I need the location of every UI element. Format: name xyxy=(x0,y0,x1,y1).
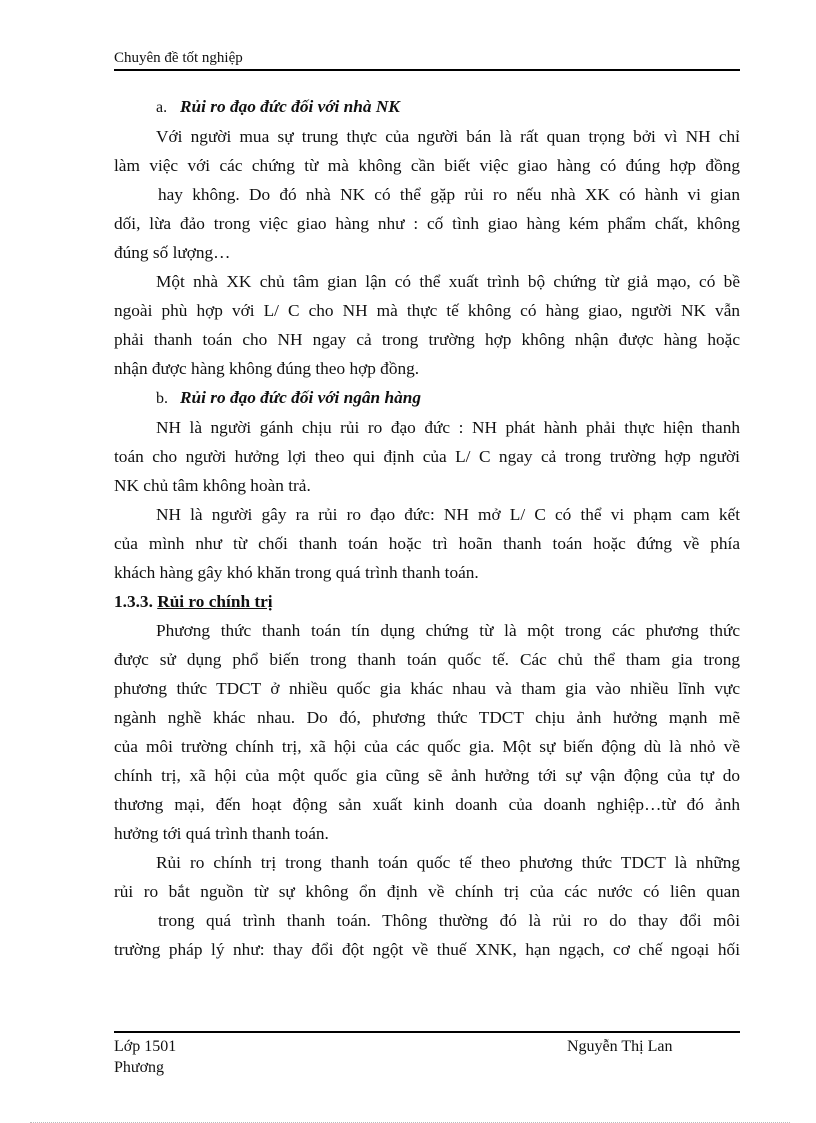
text-line: ngoài phù hợp với L/ C cho NH mà thực tế không có hàng giao, người NK vẫn xyxy=(114,301,740,320)
footer-author-continued: Phương xyxy=(114,1059,165,1076)
text-line: dối, lừa đảo trong việc giao hàng như : cố tình giao hàng kém phẩm chất, không xyxy=(114,214,740,233)
text-line: chính trị, xã hội của một quốc gia cũng sẽ ảnh hưởng tới sự vận động của tự do xyxy=(114,766,740,785)
footer-author: Nguyễn Thị Lan xyxy=(567,1038,673,1055)
paragraph-b2 xyxy=(114,500,740,587)
subheading-a xyxy=(114,92,740,122)
text-line: Một nhà XK chủ tâm gian lận có thể xuất trình bộ chứng từ giả mạo, có bề xyxy=(156,272,740,291)
section-number: 1.3.3. xyxy=(114,592,153,611)
text-line: được sử dụng phổ biến trong thanh toán quốc tế. Các chủ thể tham gia trong xyxy=(114,650,740,669)
footer-class-label: Lớp 1501 xyxy=(114,1038,177,1055)
subheading-b-title: Rủi ro đạo đức đối với ngân hàng xyxy=(180,388,421,407)
paragraph-political-2 xyxy=(114,848,740,964)
header-divider xyxy=(114,69,740,71)
text-line: phải thanh toán cho NH ngay cả trong trường hợp không nhận được hàng hoặc xyxy=(114,330,740,349)
text-line: ngành nghề khác nhau. Do đó, phương thức TDCT chịu ảnh hưởng mạnh mẽ xyxy=(114,708,740,727)
text-line: thương mại, đến hoạt động sản xuất kinh doanh của doanh nghiệp…từ đó ảnh xyxy=(114,795,740,814)
text-line: toán cho người hưởng lợi theo qui định của L/ C ngay cả trong trường hợp người xyxy=(114,447,740,466)
paragraph-political-1 xyxy=(114,616,740,848)
text-line: nhận được hàng không đúng theo hợp đồng. xyxy=(114,359,420,378)
paragraph-a2 xyxy=(114,267,740,383)
text-line: đúng số lượng… xyxy=(114,243,231,262)
section-title: Rủi ro chính trị xyxy=(157,592,273,611)
text-line: trường pháp lý như: thay đổi đột ngột về thuế XNK, hạn ngạch, cơ chế ngoại hối xyxy=(114,940,740,959)
header-title: Chuyên đề tốt nghiệp xyxy=(114,50,243,66)
text-line: NK chủ tâm không hoàn trả. xyxy=(114,476,311,495)
section-heading-political-risk xyxy=(114,587,740,616)
text-line: Với người mua sự trung thực của người bán là rất quan trọng bởi vì NH chỉ xyxy=(156,127,740,146)
paragraph-a1 xyxy=(114,122,740,267)
text-line: của mình như từ chối thanh toán hoặc trì hoãn thanh toán hoặc đứng về phía xyxy=(114,534,740,553)
footer-divider xyxy=(114,1031,740,1033)
paragraph-b1 xyxy=(114,413,740,500)
text-line: hưởng tới quá trình thanh toán. xyxy=(114,824,329,843)
subheading-a-title: Rủi ro đạo đức đối với nhà NK xyxy=(180,97,400,116)
subheading-b-marker: b. xyxy=(156,390,168,407)
text-line: Phương thức thanh toán tín dụng chứng từ là một trong các phương thức xyxy=(156,621,740,640)
subheading-b xyxy=(114,383,740,413)
text-line: NH là người gánh chịu rủi ro đạo đức : NH phát hành phải thực hiện thanh xyxy=(156,418,740,437)
text-line: của môi trường chính trị, xã hội của các quốc gia. Một sự biến động dù là nhỏ về xyxy=(114,737,740,756)
text-line: trong quá trình thanh toán. Thông thường đó là rủi ro do thay đổi môi xyxy=(158,911,740,930)
text-line: hay không. Do đó nhà NK có thể gặp rủi ro nếu nhà XK có hành vi gian xyxy=(158,185,740,204)
text-line: NH là người gây ra rủi ro đạo đức: NH mở L/ C có thể vi phạm cam kết xyxy=(156,505,740,524)
page-header xyxy=(114,48,740,68)
text-line: làm việc với các chứng từ mà không cần biết việc giao hàng có đúng hợp đồng xyxy=(114,156,740,175)
document-body xyxy=(114,92,740,964)
text-line: phương thức TDCT ở nhiều quốc gia khác nhau và tham gia vào nhiều lĩnh vực xyxy=(114,679,740,698)
text-line: khách hàng gây khó khăn trong quá trình thanh toán. xyxy=(114,563,479,582)
text-line: Rủi ro chính trị trong thanh toán quốc tế theo phương thức TDCT là những xyxy=(156,853,740,872)
text-line: rủi ro bắt nguồn từ sự không ổn định về chính trị của các nước có liên quan xyxy=(114,882,740,901)
subheading-a-marker: a. xyxy=(156,99,168,116)
